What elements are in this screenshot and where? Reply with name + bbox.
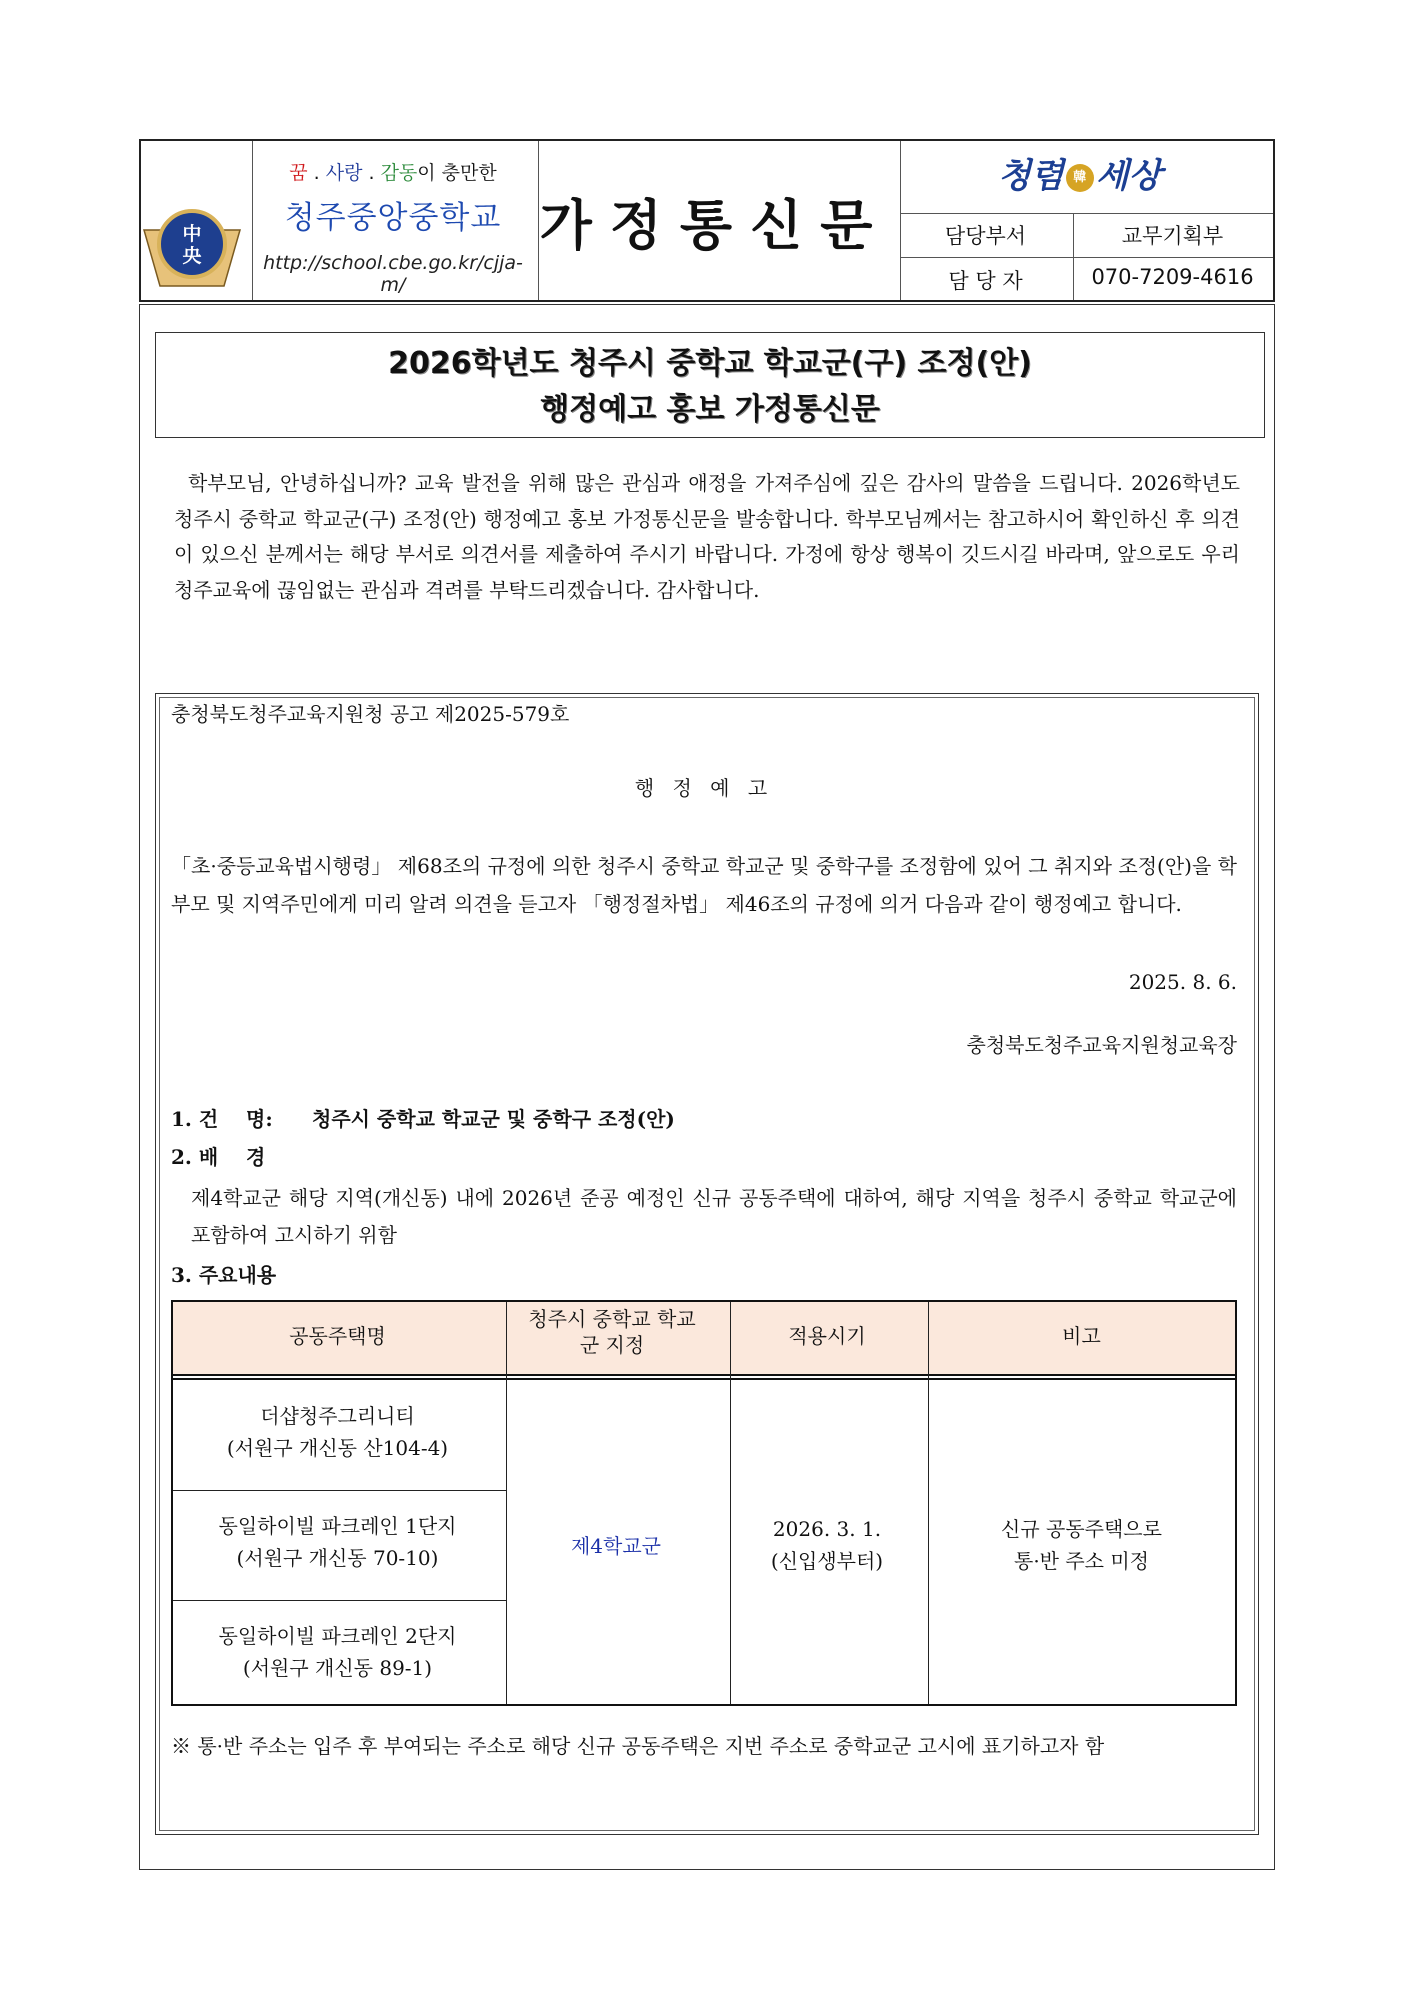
school-motto: 꿈 . 사랑 . 감동이 충만한 xyxy=(289,162,497,184)
school-url-link[interactable]: http://school.cbe.go.kr/cjja-m/ xyxy=(263,252,523,296)
school-emblem-icon xyxy=(140,200,244,288)
table-header-period: 적용시기 xyxy=(788,1324,866,1348)
table-header-group: 청주시 중학교 학교군 지정 xyxy=(528,1307,696,1357)
table-header-name: 공동주택명 xyxy=(289,1324,386,1348)
school-name: 청주중앙중학교 xyxy=(284,200,502,236)
notice-heading: 행 정 예 고 xyxy=(634,776,774,800)
dept-value: 교무기획부 xyxy=(1121,224,1224,248)
notice-issuer: 충청북도청주교육지원청교육장 xyxy=(966,1033,1237,1057)
school-group-cell: 제4학교군 xyxy=(570,1534,661,1558)
item1-value: 청주시 중학교 학교군 및 중학구 조정(안) xyxy=(312,1107,675,1131)
svg-text:中: 中 xyxy=(182,223,202,245)
person-label: 담 당 자 xyxy=(948,269,1023,293)
table-row: 더샵청주그리니티 (서원구 개신동 산104-4) xyxy=(226,1404,449,1460)
document-title-line1: 2026학년도 청주시 중학교 학교군(구) 조정(안) xyxy=(388,346,1032,381)
contact-phone: 070-7209-4616 xyxy=(1091,265,1254,289)
item1-label: 1. 건 명: xyxy=(171,1107,273,1131)
item3-label: 3. 주요내용 xyxy=(171,1263,277,1287)
item2-body: 제4학교군 해당 지역(개신동) 내에 2026년 준공 예정인 신규 공동주택에 대하여, 해당 지역을 청주시 중학교 학교군에 포함하여 고시하기 위함 xyxy=(191,1186,1237,1247)
intro-paragraph: 학부모님, 안녕하십니까? 교육 발전을 위해 많은 관심과 애정을 가져주심에 깊은 감사의 말씀을 드립니다. 2026학년도 청주시 중학교 학교군(구) 조정(안) 행정예고 홍보 가정통신문을 발송합니다. 학부모님께서는 참고하시어 확인하신 후 의견이 있으신 분께서는 해당 부서로 의견서를 제출하여 주시기 바랍니다. 가정에 항상 행복이 깃드시길 바라며, 앞으로도 우리 청주교육에 끊임없는 관심과 격려를 부탁드리겠습니다. 감사합니다. xyxy=(174,471,1240,602)
period-cell: 2026. 3. 1. (신입생부터) xyxy=(770,1517,884,1573)
notice-date: 2025. 8. 6. xyxy=(1128,970,1237,994)
page-title: 가정통신문 xyxy=(539,194,891,257)
notice-number: 충청북도청주교육지원청 공고 제2025-579호 xyxy=(171,702,570,726)
dept-label: 담당부서 xyxy=(944,224,1027,248)
table-header-remark: 비고 xyxy=(1062,1324,1101,1348)
item2-label: 2. 배 경 xyxy=(171,1145,266,1169)
footnote: ※ 통·반 주소는 입주 후 부여되는 주소로 해당 신규 공동주택은 지번 주소로 중학교군 고시에 표기하고자 함 xyxy=(171,1734,1105,1758)
remark-cell: 신규 공동주택으로 통·반 주소 미정 xyxy=(1001,1517,1162,1573)
taegeuk-icon: 韓 xyxy=(1066,164,1094,192)
notice-body: 「초·중등교육법시행령」 제68조의 규정에 의한 청주시 중학교 학교군 및 중학구를 조정함에 있어 그 취지와 조정(안)을 학부모 및 지역주민에게 미리 알려 의견을 듣고자 「행정절차법」 제46조의 규정에 의거 다음과 같이 행정예고 합니다. xyxy=(171,854,1237,916)
document-title-box xyxy=(155,332,1265,438)
table-row: 동일하이빌 파크레인 1단지 (서원구 개신동 70-10) xyxy=(218,1514,457,1570)
integrity-logo: 청렴 韓 세상 xyxy=(998,156,1162,196)
table-row: 동일하이빌 파크레인 2단지 (서원구 개신동 89-1) xyxy=(218,1624,457,1680)
svg-text:央: 央 xyxy=(182,245,202,267)
document-title-line2: 행정예고 홍보 가정통신문 xyxy=(540,392,880,427)
